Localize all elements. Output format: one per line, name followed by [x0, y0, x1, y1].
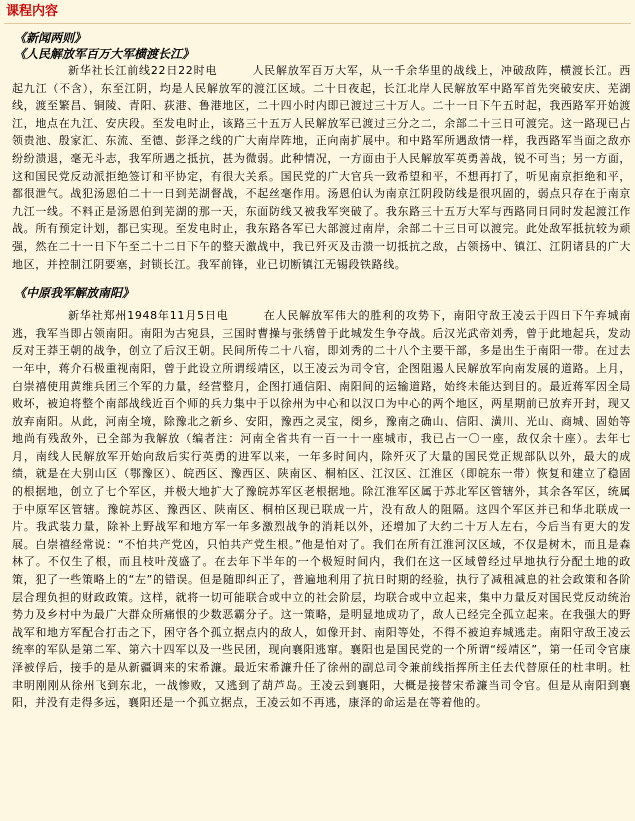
article1-paragraph — [12, 62, 631, 273]
article1-dateline: 新华社长江前线22日22时电 — [68, 64, 218, 77]
article2-body-text: 在人民解放军伟大的胜利的攻势下，南阳守敌王凌云于四日下午弃城南逃，我军当即占领南阳。南阳为古宛县，三国时曹操与张绣曾于此城发生争夺战。后汉光武帝刘秀，曾于此地起兵，发动反对王莽王朝的战争，创立了后汉王朝。民间所传二十八宿，即刘秀的二十八个主要干部，多是出生于南阳一带。在过去一年中，蒋介石极重视南阳，曾于此设立所谓绥靖区，以王凌云为司令官，企图阻遏人民解放军向南发展的道路。上月，白崇禧使用黄维兵团三个军的力量，经营整月，企图打通信阳、南阳间的运输道路，始终未能达到目的。最近蒋军因全局败坏，被迫将整个南部战线近百个师的兵力集中于以徐州为中心和以汉口为中心的两个地区，两星期前已放弃开封，现又放弃南阳。从此，河南全境，除豫北之新乡、安阳，豫西之灵宝，阌乡，豫南之确山、信阳、潢川、光山、商城、固始等地尚有残敌外，已全部为我解放（编者注：河南全省共有一百一十一座城市，我已占一〇一座，敌仅余十座）。去年七月，南线人民解放军开始向敌后实行英勇的进军以来，一年多时间内，除歼灭了大量的国民党正规部队以外，最大的成绩，就是在大别山区（鄂豫区）、皖西区、豫西区、陕南区、桐柏区、江汉区、江淮区（即皖东一带）恢复和建立了稳固的根据地，创立了七个军区，并极大地扩大了豫皖苏军区老根据地。除江淮军区属于苏北军区管辖外，其余各军区，统属于中原军区管辖。豫皖苏区、豫西区、陕南区、桐柏区现已联成一片，没有敌人的阻隔。这四个军区并已和华北联成一片。我武装力量，除补上野战军和地方军一年多激烈战争的消耗以外，还增加了大约二十万人左右，今后当有更大的发展。白崇禧经常说：“不怕共产党凶，只怕共产党生根。”他是怕对了。我们在所有江淮河汉区域，不仅是树木，而且是森林了。不仅生了根，而且枝叶茂盛了。在去年下半年的一个极短时间内，我们在这一区域曾经过早地执行分配土地的政策，犯了一些策略上的“左”的错误。但是随即纠正了，普遍地利用了抗日时期的经验，执行了减租减息的社会政策和各阶层合理负担的财政政策。这样，就将一切可能联合或中立的社会阶层，均联合或中立起来，集中力量反对国民党反动统治势力及乡村中为最广大群众所痛恨的少数恶霸分子。这一策略，是明显地成功了，敌人已经完全孤立起来。在我强大的野战军和地方军配合打击之下，困守各个孤立据点内的敌人，如像开封、南阳等处，不得不被迫弃城逃走。南阳守敌王凌云统率的军队是第二军、第六十四军以及一些民团，现向襄阳逃窜。襄阳也是国民党的一个所谓“绥靖区”，第一任司令官康泽被俘后，接手的是从新疆调来的宋希濂。最近宋希濂升任了徐州的副总司令兼前线指挥所主任去代替原任的杜聿明。杜聿明刚刚从徐州飞到东北，一战惨败，又逃到了葫芦岛。王凌云到襄阳，大概是接替宋希濂当司令官。但是从南阳到襄阳，并没有走得多远，襄阳还是一个孤立据点，王凌云如不再逃，康泽的命运是在等着他的。 — [12, 309, 631, 710]
article1-body-text: 人民解放军百万大军，从一千余华里的战线上，冲破敌阵，横渡长江。西起九江（不含），东至江阴，均是人民解放军的渡江区域。二十日夜起，长江北岸人民解放军中路军首先突破安庆、芜湖线，渡至繁昌、铜陵、青阳、荻港、鲁港地区，二十四小时内即已渡过三十万人。二十一日下午五时起，我西路军开始渡江，地点在九江、安庆段。至发电时止，该路三十五万人民解放军已渡过三分之二，余部二十三日可渡完。这一路现已占领贵池、殷家汇、东流、至德、彭泽之线的广大南岸阵地，正向南扩展中。和中路军所遇敌情一样，我西路军当面之敌亦纷纷溃退，毫无斗志，我军所遇之抵抗，甚为微弱。此种情况，一方面由于人民解放军英勇善战，锐不可当；另一方面，这和国民党反动派拒绝签订和平协定，有很大关系。国民党的广大官兵一致希望和平，不想再打了，听见南京拒绝和平，都很泄气。战犯汤恩伯二十一日到芜湖督战，不起丝毫作用。汤恩伯认为南京江阴段防线是很巩固的，弱点只存在于南京九江一线。不料正是汤恩伯到芜湖的那一天，东面防线又被我军突破了。我东路三十五万大军与西路同日同时发起渡江作战。所有预定计划，都已实现。至发电时止，我东路各军已大部渡过南岸，余部二十三日可以渡完。此处敌军抵抗较为顽强，然在二十一日下午至二十二日下午的整天激战中，我已歼灭及击溃一切抵抗之敌，占领扬中、镇江、江阴诸县的广大地区，并控制江阴要塞，封锁长江。我军前锋，业已切断镇江无锡段铁路线。 — [12, 64, 631, 271]
article2-heading: 《中原我军解放南阳》 — [14, 286, 135, 301]
section-title: 课程内容 — [6, 4, 59, 19]
article1-heading: 《人民解放军百万大军横渡长江》 — [14, 47, 195, 61]
title-divider — [4, 23, 631, 24]
article2-body — [229, 309, 264, 322]
article2-paragraph — [12, 307, 631, 712]
article1-group-heading: 《新闻两则》 — [14, 31, 87, 45]
article1-body — [217, 64, 252, 77]
article2-dateline: 新华社郑州1948年11月5日电 — [68, 309, 229, 323]
article-gap — [4, 273, 631, 285]
